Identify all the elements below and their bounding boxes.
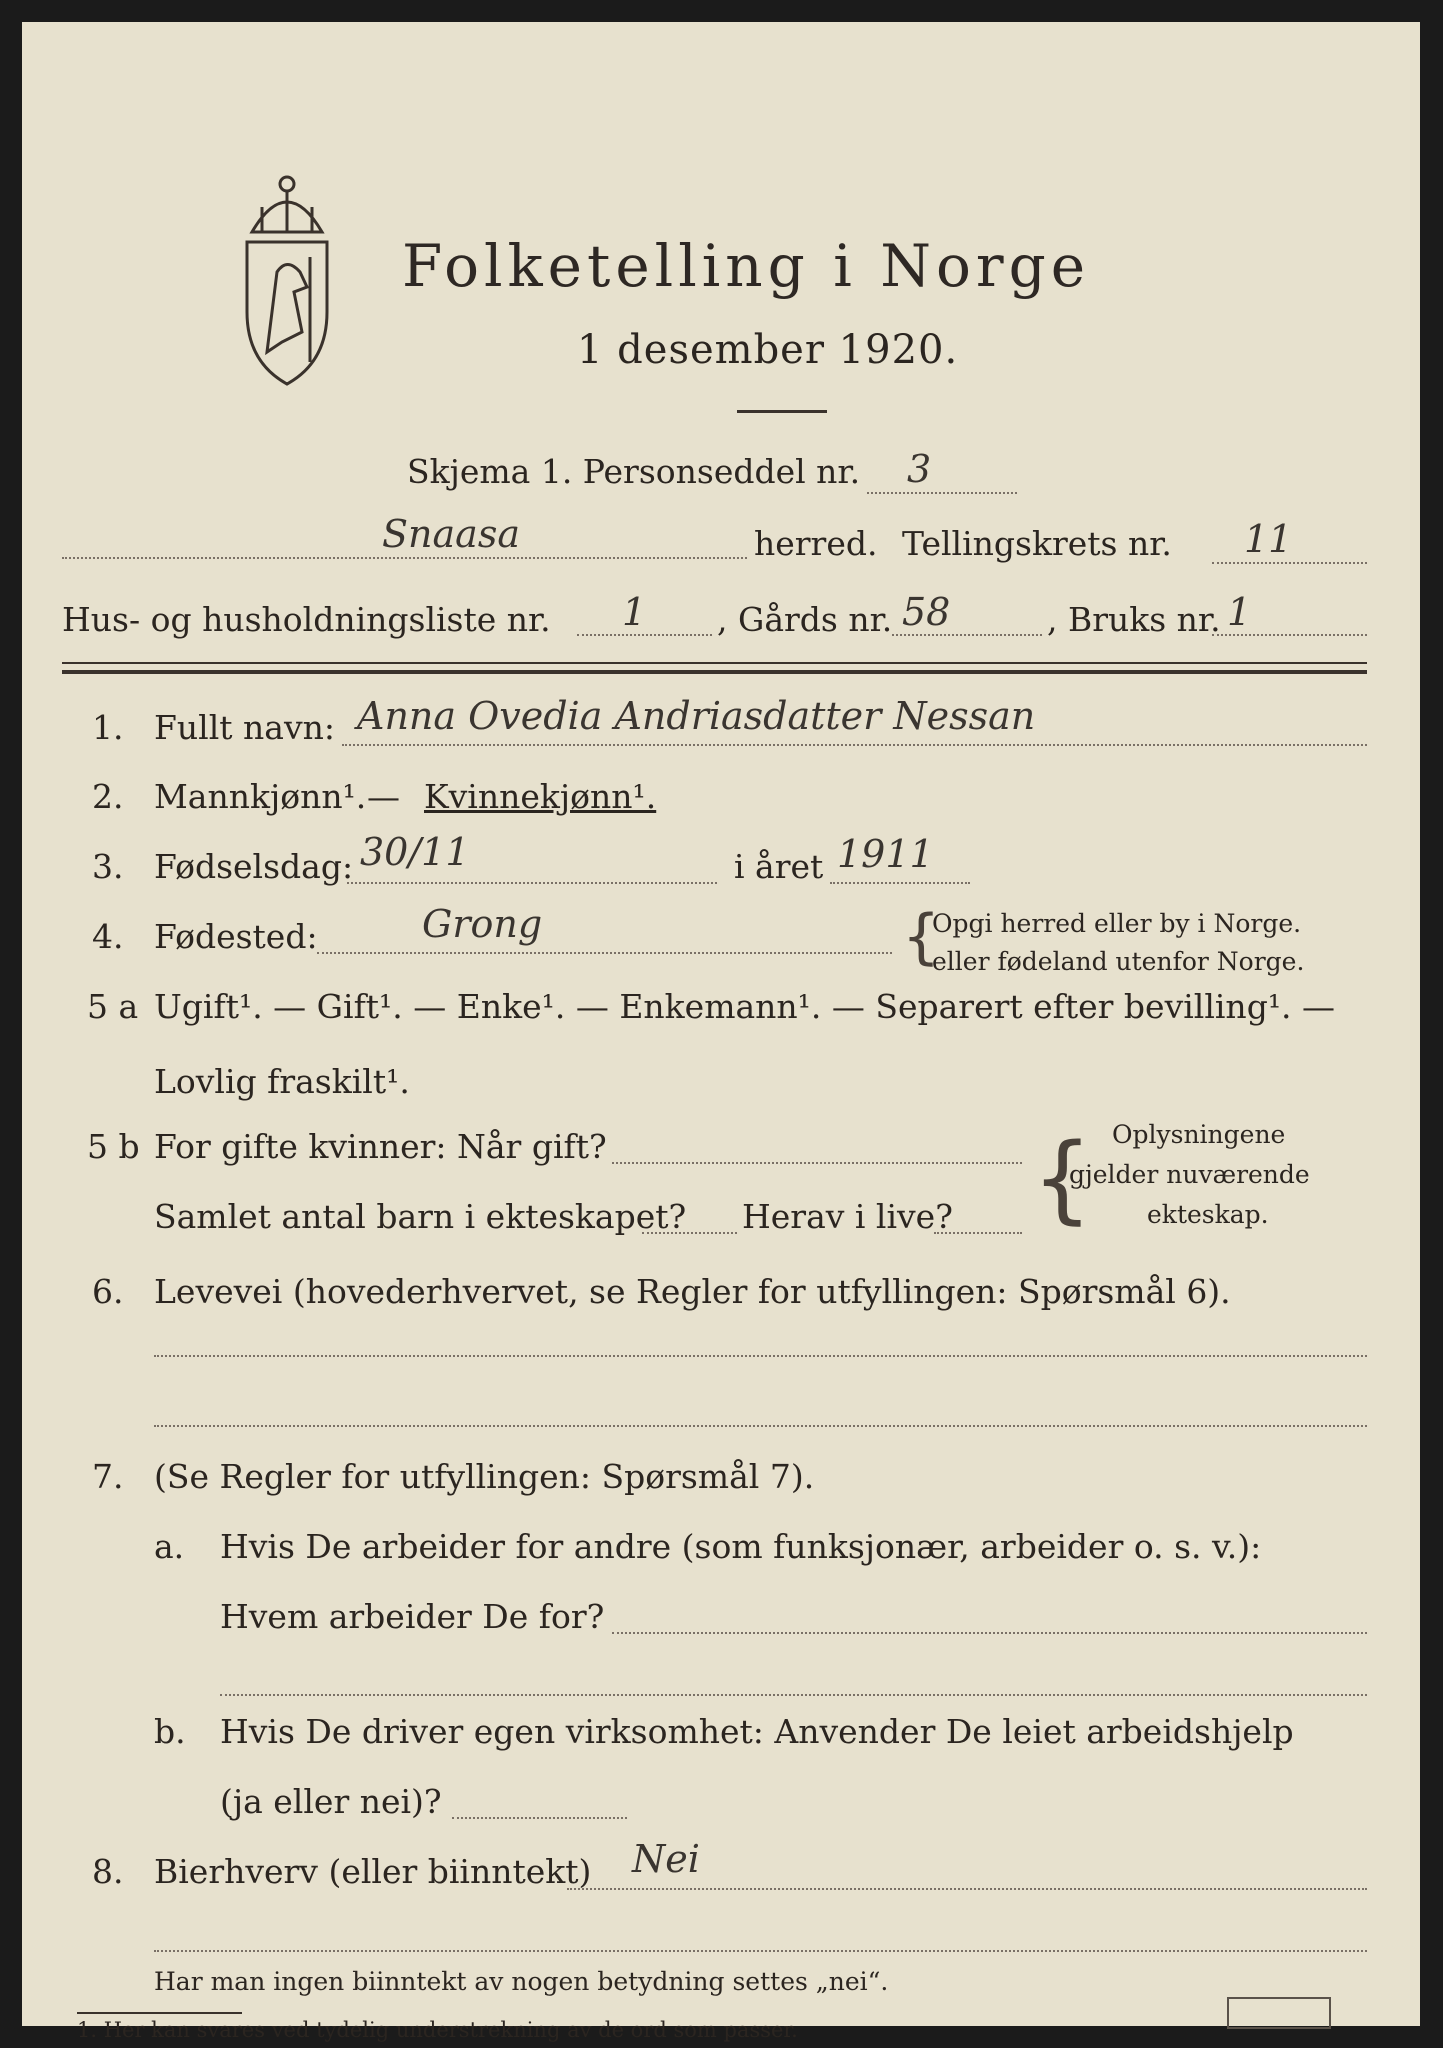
q3-year-label: i året <box>734 847 824 886</box>
q6-number: 6. <box>92 1272 124 1311</box>
q3-year-dotted-line <box>830 882 970 884</box>
q5b-alive-dotted-line <box>934 1232 1022 1234</box>
q5a-options-line2[interactable]: Lovlig fraskilt¹. <box>154 1062 410 1101</box>
q1-dotted-line <box>342 744 1367 746</box>
gards-dotted-line <box>892 634 1042 636</box>
q7b-dotted-line <box>452 1817 627 1819</box>
q4-label: Fødested: <box>154 917 318 956</box>
q5a-options[interactable]: Ugift¹. — Gift¹. — Enke¹. — Enkemann¹. — Separert efter bevilling¹. — <box>154 987 1336 1026</box>
q3-year-value[interactable]: 1911 <box>837 832 934 876</box>
q2-number: 2. <box>92 777 124 816</box>
q5b-note-line1: Oplysningene <box>1112 1120 1286 1149</box>
q5b-children-dotted-line <box>642 1232 737 1234</box>
q3-label: Fødselsdag: <box>154 847 354 886</box>
q7a-dotted-line-1 <box>612 1632 1367 1634</box>
bruks-dotted-line <box>1212 634 1367 636</box>
husliste-label: Hus- og husholdningsliste nr. <box>62 600 551 639</box>
q1-number: 1. <box>92 708 124 747</box>
q4-brace: { <box>902 902 941 972</box>
municipality-value[interactable]: Snaasa <box>382 512 520 556</box>
q5b-children-label: Samlet antal barn i ekteskapet? <box>154 1197 687 1236</box>
q5b-married-dotted-line <box>612 1162 1022 1164</box>
q5b-alive-label: Herav i live? <box>742 1197 953 1236</box>
q4-dotted-line <box>317 952 892 954</box>
q3-number: 3. <box>92 847 124 886</box>
footnote-rule <box>77 2012 242 2014</box>
q6-dotted-line-1 <box>154 1355 1367 1357</box>
title-divider <box>737 410 827 413</box>
q4-number: 4. <box>92 917 124 956</box>
tellingskrets-value[interactable]: 11 <box>1244 517 1293 561</box>
tellingskrets-label: Tellingskrets nr. <box>902 524 1172 563</box>
q3-dotted-line <box>347 882 717 884</box>
q7b-line1: Hvis De driver egen virksomhet: Anvender De leiet arbeidshjelp <box>220 1712 1294 1751</box>
section-rule-top <box>62 662 1367 664</box>
herred-label: herred. <box>754 524 878 563</box>
q7-number: 7. <box>92 1457 124 1496</box>
q8-side-income-value[interactable]: Nei <box>632 1837 700 1881</box>
municipality-dotted-line <box>62 557 747 559</box>
form-title: Folketelling i Norge <box>402 232 1091 300</box>
form-date: 1 desember 1920. <box>577 327 959 373</box>
q7a-number: a. <box>154 1527 185 1566</box>
coat-of-arms-emblem <box>222 162 352 392</box>
q5b-note-line3: ekteskap. <box>1147 1200 1269 1229</box>
q2-kvinne-label[interactable]: Kvinnekjønn¹. <box>424 777 657 816</box>
schema-value[interactable]: 3 <box>907 447 932 491</box>
q4-note-line1: Opgi herred eller by i Norge. <box>932 909 1302 938</box>
q4-note-line2: eller fødeland utenfor Norge. <box>932 947 1305 976</box>
q8-dotted-line-2 <box>154 1950 1367 1952</box>
q5b-brace: { <box>1032 1124 1093 1234</box>
footer-note: Har man ingen biinntekt av nogen betydning settes „nei“. <box>154 1967 889 1996</box>
q2-mann-label[interactable]: Mannkjønn¹. <box>154 777 367 816</box>
q6-dotted-line-2 <box>154 1425 1367 1427</box>
husliste-value[interactable]: 1 <box>622 590 647 634</box>
bruks-label: , Bruks nr. <box>1047 600 1221 639</box>
q5b-number: 5 b <box>87 1127 140 1166</box>
q7a-line2: Hvem arbeider De for? <box>220 1597 605 1636</box>
q8-dotted-line <box>567 1888 1367 1890</box>
q7-label: (Se Regler for utfyllingen: Spørsmål 7). <box>154 1457 815 1496</box>
census-form-sheet <box>22 22 1420 2042</box>
q7b-line2: (ja eller nei)? <box>220 1782 442 1821</box>
q8-number: 8. <box>92 1852 124 1891</box>
gards-value[interactable]: 58 <box>902 590 951 634</box>
schema-label: Skjema 1. Personseddel nr. <box>407 452 861 491</box>
q1-full-name-value[interactable]: Anna Ovedia Andriasdatter Nessan <box>357 694 1036 738</box>
bruks-value[interactable]: 1 <box>1227 590 1252 634</box>
tellingskrets-dotted-line <box>1212 562 1367 564</box>
q7b-number: b. <box>154 1712 186 1751</box>
q1-label: Fullt navn: <box>154 708 335 747</box>
husliste-dotted-line <box>577 634 712 636</box>
q3-birthday-value[interactable]: 30/11 <box>360 830 470 874</box>
q2-separator: — <box>367 777 400 816</box>
footnote-text: 1. Her kan svares ved tydelig understrekning av de ord som passer. <box>77 2018 798 2042</box>
q5b-note-line2: gjelder nuværende <box>1069 1160 1310 1189</box>
q6-label: Levevei (hovederhvervet, se Regler for utfyllingen: Spørsmål 6). <box>154 1272 1231 1311</box>
q7a-line1: Hvis De arbeider for andre (som funksjonær, arbeider o. s. v.): <box>220 1527 1262 1566</box>
schema-dotted-line <box>867 492 1017 494</box>
q4-birthplace-value[interactable]: Grong <box>422 902 543 946</box>
q5b-married-label: For gifte kvinner: Når gift? <box>154 1127 607 1166</box>
q8-label: Bierhverv (eller biinntekt) <box>154 1852 592 1891</box>
printer-stamp <box>1227 1997 1331 2029</box>
q7a-dotted-line-2 <box>220 1694 1367 1696</box>
section-rule-bottom <box>62 670 1367 674</box>
q5a-number: 5 a <box>87 987 139 1026</box>
gards-label: , Gårds nr. <box>717 600 893 639</box>
